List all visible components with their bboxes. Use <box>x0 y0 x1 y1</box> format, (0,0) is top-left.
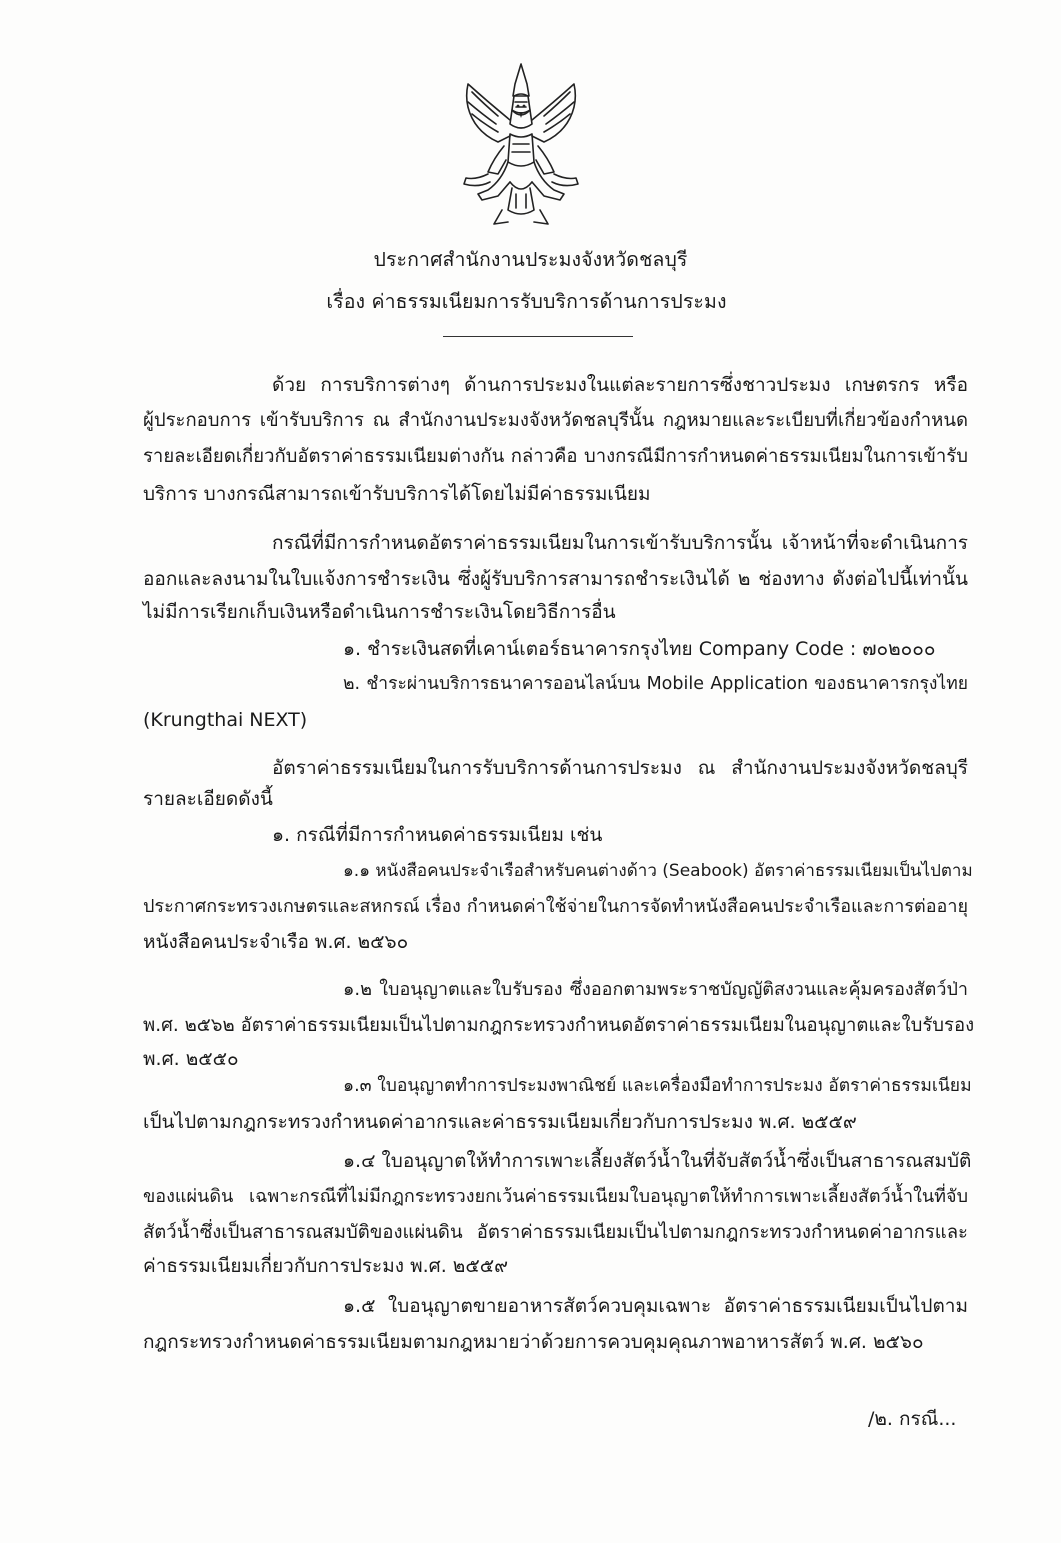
garuda-emblem-icon <box>458 62 584 230</box>
item-1-2-line: พ.ศ. ๒๕๕๐ <box>143 1048 239 1070</box>
item-1-5-line: กฎกระทรวงกำหนดค่าธรรมเนียมตามกฎหมายว่าด้วยการควบคุมคุณภาพอาหารสัตว์ พ.ศ. ๒๕๖๐ <box>143 1331 924 1353</box>
paragraph-line: บริการ บางกรณีสามารถเข้ารับบริการได้โดยไม่มีค่าธรรมเนียม <box>143 483 651 505</box>
item-1-2-line: พ.ศ. ๒๕๖๒ อัตราค่าธรรมเนียมเป็นไปตามกฎกระทรวงกำหนดอัตราค่าธรรมเนียมในอนุญาตและใบรับรอง <box>143 1015 975 1036</box>
paragraph-line: รายละเอียดดังนี้ <box>143 788 273 810</box>
paragraph-line: ไม่มีการเรียกเก็บเงินหรือดำเนินการชำระเงินโดยวิธีการอื่น <box>143 601 616 623</box>
item-1-3-line: เป็นไปตามกฎกระทรวงกำหนดค่าอากรและค่าธรรมเนียมเกี่ยวกับการประมง พ.ศ. ๒๕๕๙ <box>143 1111 857 1133</box>
paragraph-line: ด้วย การบริการต่างๆ ด้านการประมงในแต่ละรายการซึ่งชาวประมง เกษตรกร หรือ <box>272 374 968 396</box>
paragraph-line: รายละเอียดเกี่ยวกับอัตราค่าธรรมเนียมต่างกัน กล่าวคือ บางกรณีมีการกำหนดค่าธรรมเนียมในการเข้ารับ <box>143 446 968 467</box>
item-1-2: ๑.๒ ใบอนุญาตและใบรับรอง ซึ่งออกตามพระราชบัญญัติสงวนและคุ้มครองสัตว์ป่า <box>343 979 968 1000</box>
announcement-subject: เรื่อง ค่าธรรมเนียมการรับบริการด้านการประมง <box>326 290 727 313</box>
paragraph-line: อัตราค่าธรรมเนียมในการรับบริการด้านการประมง ณ สำนักงานประมงจังหวัดชลบุรี <box>272 757 968 779</box>
payment-channel-2: ๒. ชำระผ่านบริการธนาคารออนไลน์บน Mobile Application ของธนาคารกรุงไทย <box>343 674 968 694</box>
page-continuation: /๒. กรณี... <box>868 1408 957 1430</box>
item-1-1-line: หนังสือคนประจำเรือ พ.ศ. ๒๕๖๐ <box>143 931 409 953</box>
case-1-heading: ๑. กรณีที่มีการกำหนดค่าธรรมเนียม เช่น <box>272 824 603 846</box>
item-1-4-line: ค่าธรรมเนียมเกี่ยวกับการประมง พ.ศ. ๒๕๕๙ <box>143 1255 509 1277</box>
paragraph-line: ผู้ประกอบการ เข้ารับบริการ ณ สำนักงานประมงจังหวัดชลบุรีนั้น กฎหมายและระเบียบที่เกี่ยวข้องกำหนด <box>143 410 968 431</box>
paragraph-line: กรณีที่มีการกำหนดอัตราค่าธรรมเนียมในการเข้ารับบริการนั้น เจ้าหน้าที่จะดำเนินการ <box>272 532 968 554</box>
item-1-1: ๑.๑ หนังสือคนประจำเรือสำหรับคนต่างด้าว (Seabook) อัตราค่าธรรมเนียมเป็นไปตาม <box>343 861 973 881</box>
announcement-title: ประกาศสำนักงานประมงจังหวัดชลบุรี <box>373 248 688 271</box>
item-1-3: ๑.๓ ใบอนุญาตทำการประมงพาณิชย์ และเครื่องมือทำการประมง อัตราค่าธรรมเนียม <box>343 1076 972 1096</box>
item-1-4: ๑.๔ ใบอนุญาตให้ทำการเพาะเลี้ยงสัตว์น้ำในที่จับสัตว์น้ำซึ่งเป็นสาธารณสมบัติ <box>343 1150 972 1172</box>
title-divider <box>443 336 633 337</box>
item-1-4-line: สัตว์น้ำซึ่งเป็นสาธารณสมบัติของแผ่นดิน อัตราค่าธรรมเนียมเป็นไปตามกฎกระทรวงกำหนดค่าอากรและ <box>143 1222 968 1243</box>
payment-channel-1: ๑. ชำระเงินสดที่เคาน์เตอร์ธนาคารกรุงไทย Company Code : ๗๐๒๐๐๐ <box>343 638 936 660</box>
paragraph-line: ออกและลงนามในใบแจ้งการชำระเงิน ซึ่งผู้รับบริการสามารถชำระเงินได้ ๒ ช่องทาง ดังต่อไปนี้เท่านั้น <box>143 568 968 590</box>
item-1-1-line: ประกาศกระทรวงเกษตรและสหกรณ์ เรื่อง กำหนดค่าใช้จ่ายในการจัดทำหนังสือคนประจำเรือและการต่ออายุ <box>143 896 968 917</box>
payment-channel-2-cont: (Krungthai NEXT) <box>143 709 308 731</box>
item-1-5: ๑.๕ ใบอนุญาตขายอาหารสัตว์ควบคุมเฉพาะ อัตราค่าธรรมเนียมเป็นไปตาม <box>343 1295 968 1317</box>
item-1-4-line: ของแผ่นดิน เฉพาะกรณีที่ไม่มีกฎกระทรวงยกเว้นค่าธรรมเนียมใบอนุญาตให้ทำการเพาะเลี้ยงสัตว์น้ำในที่จับ <box>143 1186 968 1207</box>
